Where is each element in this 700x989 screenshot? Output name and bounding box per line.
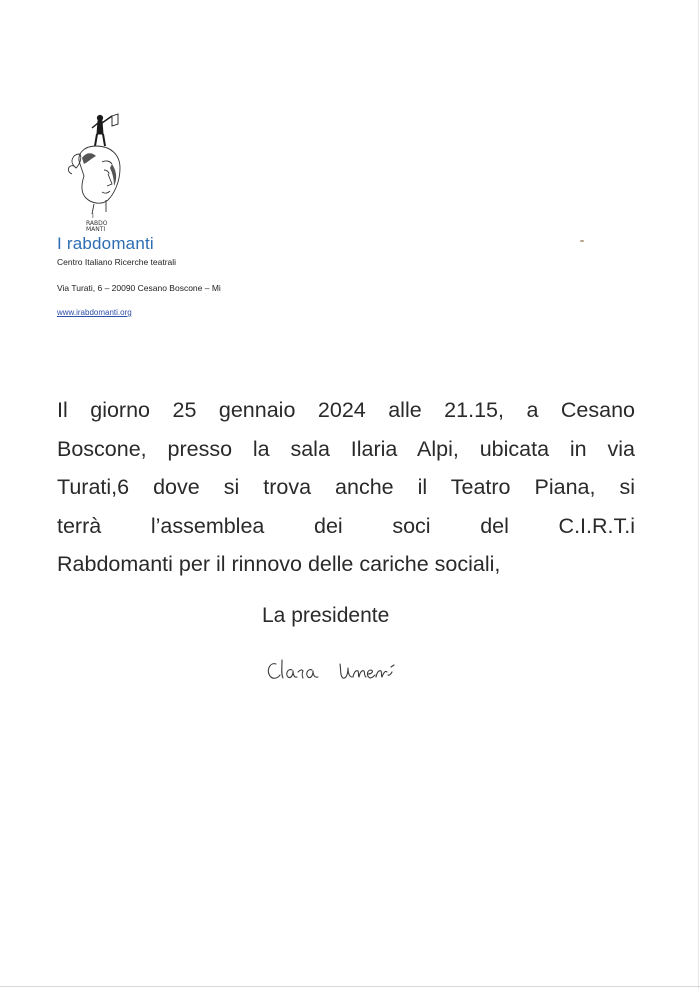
- handwritten-signature: [262, 650, 412, 690]
- closing-title: La presidente: [262, 604, 390, 627]
- paragraph-line: Boscone, presso la sala Ilaria Alpi, ubicata in via: [57, 436, 635, 461]
- website-link[interactable]: www.irabdomanti.org: [57, 308, 132, 317]
- svg-text:MANTI: MANTI: [86, 226, 106, 233]
- paragraph-line: terrà l’assemblea dei soci del C.I.R.T.i: [57, 513, 635, 538]
- organization-address: Via Turati, 6 – 20090 Cesano Boscone – Mi: [57, 283, 221, 293]
- page-edge: [698, 0, 699, 989]
- theatre-logo-icon: [62, 112, 142, 237]
- organization-subtitle: Centro Italiano Ricerche teatrali: [57, 257, 177, 267]
- organization-name: I rabdomanti: [57, 234, 154, 253]
- scan-speck: [580, 240, 584, 242]
- paragraph-line: Il giorno 25 gennaio 2024 alle 21.15, a Cesano: [57, 398, 635, 422]
- page-edge: [0, 986, 700, 987]
- announcement-paragraph: [57, 391, 635, 584]
- logo-caption-line: I: [92, 213, 94, 220]
- paragraph-line: Rabdomanti per il rinnovo delle cariche sociali,: [57, 552, 501, 576]
- paragraph-line: Turati,6 dove si trova anche il Teatro Piana, si: [57, 475, 635, 499]
- svg-text:RABDO: RABDO: [86, 220, 108, 227]
